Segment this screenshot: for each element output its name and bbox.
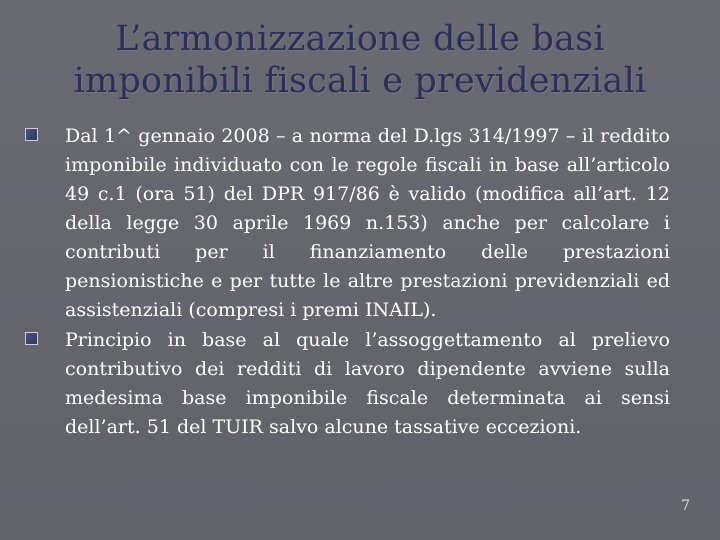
page-number: 7	[681, 498, 690, 514]
bullet-list	[24, 122, 670, 443]
bullet-text-1: Dal 1^ gennaio 2008 – a norma del D.lgs 314/1997 – il reddito imponibile individuato con le regole fiscali in base all’articolo 49 c.1 (ora 51) del DPR 917/86 è valido (modifica all’art. 12 della legge 30 aprile 1969 n.153) anche per calcolare i contributi per il finanziamento delle prestazioni pensionistiche e per tutte le altre prestazioni previdenziali ed assistenziali (compresi i premi INAIL).	[65, 125, 670, 321]
bullet-item	[24, 326, 670, 442]
square-bullet-icon	[25, 128, 38, 141]
square-bullet-icon	[25, 332, 38, 345]
bullet-item	[24, 122, 670, 325]
bullet-text-2: Principio in base al quale l’assoggettamento al prelievo contributivo dei redditi di lavoro dipendente avviene sulla medesima base imponibile fiscale determinata ai sensi dell’art. 51 del TUIR salvo alcune tassative eccezioni.	[65, 329, 670, 438]
slide-title-line-2: imponibili fiscali e previdenziali	[73, 61, 647, 101]
slide-title-line-1: L’armonizzazione delle basi	[115, 19, 605, 59]
slide-title	[40, 18, 680, 102]
